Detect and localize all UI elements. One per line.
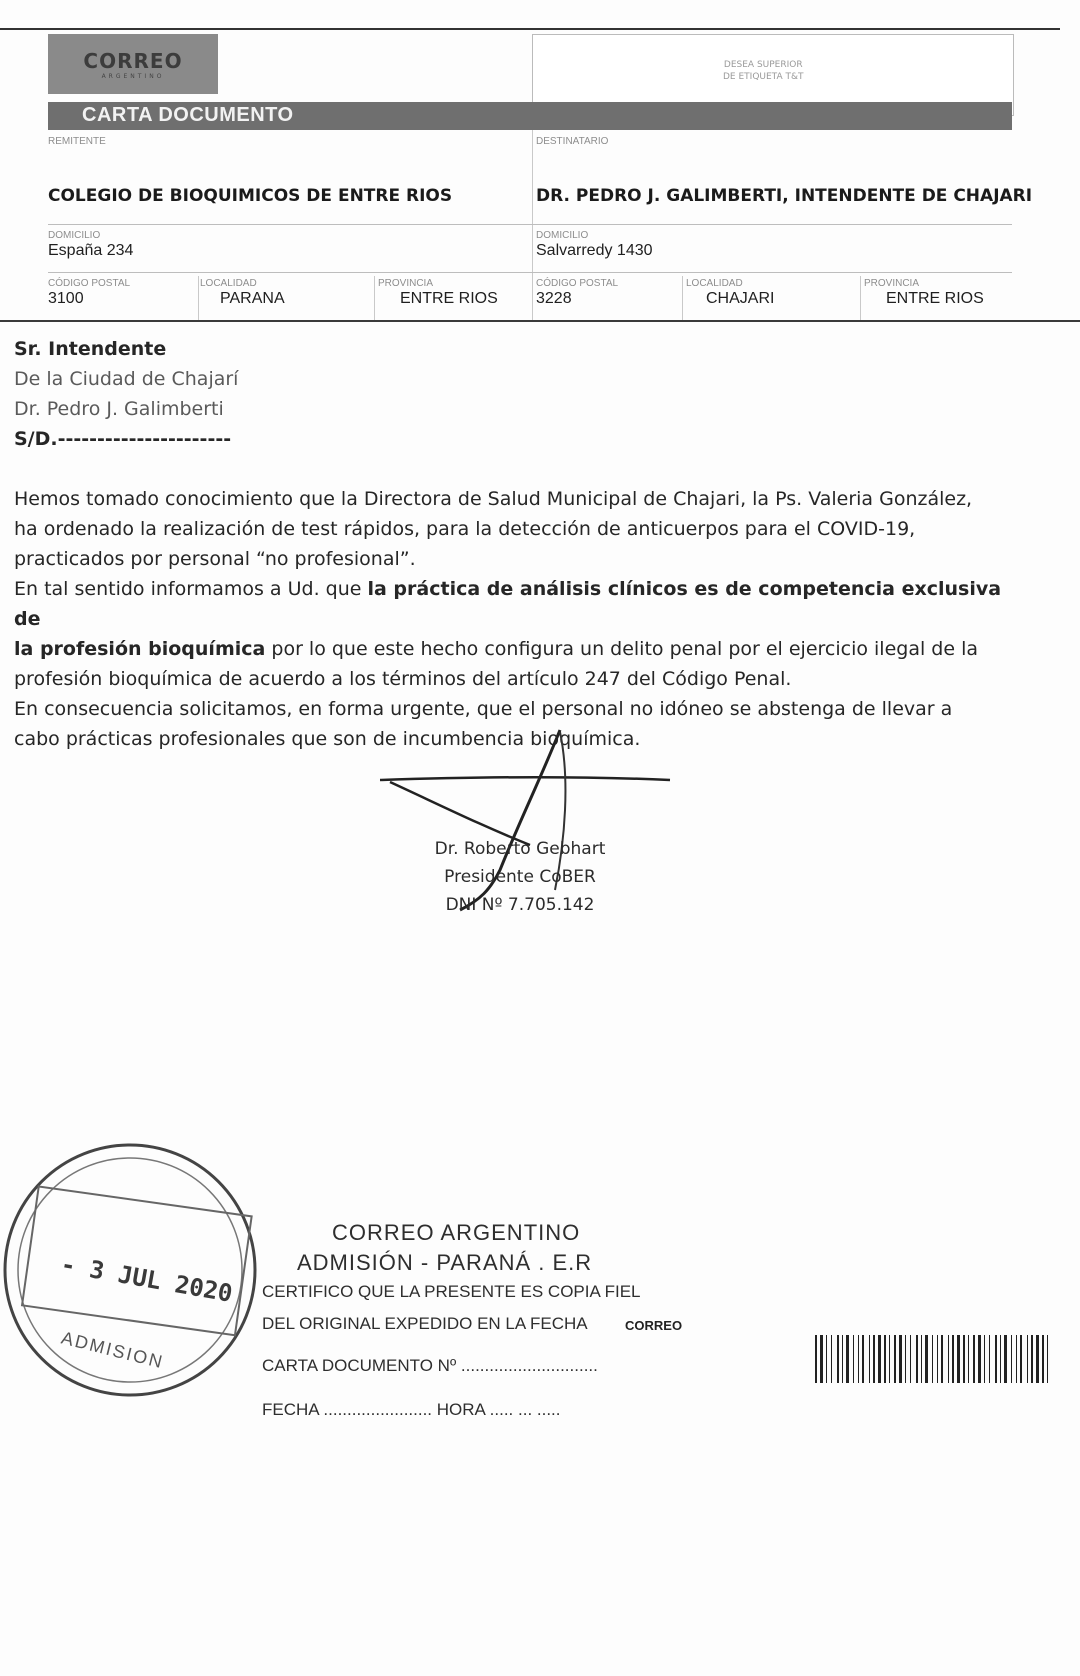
- title-bar: [48, 102, 1012, 130]
- divider: [374, 276, 375, 320]
- barcode-bar: [921, 1335, 922, 1383]
- stamp-admision: ADMISION: [59, 1327, 166, 1373]
- barcode-bar: [837, 1335, 839, 1383]
- barcode: [815, 1335, 1055, 1383]
- barcode-bar: [952, 1335, 954, 1383]
- cert-line-1: CORREO ARGENTINO: [332, 1220, 581, 1245]
- remitente-domicilio-label: DOMICILIO: [48, 230, 101, 241]
- barcode-bar: [925, 1335, 928, 1383]
- addressee-name: Dr. Pedro J. Galimberti: [14, 398, 224, 420]
- destinatario-provincia: ENTRE RIOS: [886, 290, 984, 307]
- barcode-bar: [948, 1335, 949, 1383]
- destinatario-domicilio: Salvarredy 1430: [536, 242, 653, 259]
- document-title: CARTA DOCUMENTO: [82, 104, 294, 126]
- divider: [860, 276, 861, 320]
- divider: [682, 276, 683, 320]
- destinatario-cp-label: CÓDIGO POSTAL: [536, 278, 619, 289]
- cert-line-6: FECHA ....................... HORA ..... ... .....: [262, 1400, 561, 1419]
- barcode-bar: [1016, 1335, 1017, 1383]
- barcode-bar: [831, 1335, 832, 1383]
- divider: [198, 276, 199, 320]
- letter-body: [14, 334, 1024, 754]
- destinatario-provincia-label: PROVINCIA: [864, 278, 920, 289]
- addressee-city: De la Ciudad de Chajarí: [14, 368, 239, 390]
- barcode-bar: [846, 1335, 849, 1383]
- barcode-bar: [884, 1335, 886, 1383]
- cert-correo-logo: CORREO: [625, 1318, 683, 1333]
- logo-subtext: ARGENTINO: [101, 72, 165, 80]
- remitente-localidad-label: LOCALIDAD: [200, 278, 257, 289]
- destinatario-localidad: CHAJARI: [706, 290, 775, 307]
- top-border: [0, 28, 1060, 30]
- label-note-line-2: DE ETIQUETA T&T: [723, 72, 804, 82]
- barcode-bar: [978, 1335, 981, 1383]
- barcode-bar: [842, 1335, 843, 1383]
- letter-line: [14, 634, 1024, 664]
- barcode-bar: [873, 1335, 875, 1383]
- letter-text: En tal sentido informamos a Ud. que: [14, 578, 368, 600]
- letter-line: ha ordenado la realización de test rápidos, para la detección de anticuerpos para el COVID-19,: [14, 518, 916, 540]
- barcode-bar: [905, 1335, 906, 1383]
- letter-line: practicados por personal “no profesional”.: [14, 548, 416, 570]
- signer-name: Dr. Roberto Gebhart: [434, 839, 606, 859]
- addressee-sd: S/D.----------------------: [14, 428, 232, 450]
- destinatario-name: DR. PEDRO J. GALIMBERTI, INTENDENTE DE CHAJARI: [536, 186, 1033, 206]
- correo-logo: [48, 34, 218, 94]
- remitente-provincia-label: PROVINCIA: [378, 278, 434, 289]
- remitente-cp: 3100: [48, 290, 84, 307]
- destinatario-cp: 3228: [536, 290, 572, 307]
- barcode-bar: [1011, 1335, 1012, 1383]
- barcode-bar: [1042, 1335, 1044, 1383]
- remitente-provincia: ENTRE RIOS: [400, 290, 498, 307]
- signer-dni: DNI Nº 7.705.142: [445, 895, 595, 915]
- label-note: [723, 59, 804, 83]
- cert-line-2: ADMISIÓN - PARANÁ . E.R: [297, 1250, 593, 1275]
- addressee-title: Sr. Intendente: [14, 338, 167, 360]
- barcode-bar: [899, 1335, 902, 1383]
- barcode-bar: [916, 1335, 918, 1383]
- destinatario-label: DESTINATARIO: [536, 136, 609, 147]
- letter-line: Hemos tomado conocimiento que la Directora de Salud Municipal de Chajari, la Ps. Valeria González,: [14, 488, 973, 510]
- cert-line-5: CARTA DOCUMENTO Nº .............................: [262, 1356, 598, 1375]
- stamp-date: - 3 JUL 2020: [58, 1250, 235, 1308]
- form-bottom-border: [0, 320, 1080, 322]
- destinatario-localidad-label: LOCALIDAD: [686, 278, 743, 289]
- letter-line: En consecuencia solicitamos, en forma urgente, que el personal no idóneo se abstenga de llevar a: [14, 698, 953, 720]
- barcode-bar: [858, 1335, 859, 1383]
- letter-paragraphs: [14, 484, 1024, 754]
- destinatario-domicilio-label: DOMICILIO: [536, 230, 589, 241]
- barcode-bar: [826, 1335, 827, 1383]
- barcode-bar: [910, 1335, 911, 1383]
- cert-line-4: DEL ORIGINAL EXPEDIDO EN LA FECHA: [262, 1314, 588, 1333]
- label-note-line-1: DESEA SUPERIOR: [723, 60, 803, 70]
- barcode-bar: [869, 1335, 870, 1383]
- divider: [48, 224, 532, 225]
- signature-block: [420, 835, 620, 919]
- remitente-name: COLEGIO DE BIOQUIMICOS DE ENTRE RIOS: [48, 186, 453, 206]
- barcode-bar: [889, 1335, 890, 1383]
- barcode-bar: [1036, 1335, 1039, 1383]
- barcode-bar: [941, 1335, 943, 1383]
- barcode-bar: [853, 1335, 854, 1383]
- letter-line: profesión bioquímica de acuerdo a los términos del artículo 247 del Código Penal.: [14, 668, 792, 690]
- letter-line: cabo prácticas profesionales que son de incumbencia bioquímica.: [14, 728, 641, 750]
- remitente-cp-label: CÓDIGO POSTAL: [48, 278, 131, 289]
- signer-role: Presidente CoBER: [444, 867, 596, 887]
- letter-bold-text: la práctica de análisis clínicos es de competencia exclusiva de: [14, 578, 1002, 630]
- cert-line-3: CERTIFICO QUE LA PRESENTE ES COPIA FIEL: [262, 1282, 641, 1301]
- barcode-bar: [1004, 1335, 1007, 1383]
- barcode-bar: [963, 1335, 965, 1383]
- remitente-label: REMITENTE: [48, 136, 106, 147]
- logo-text: CORREO: [83, 48, 183, 73]
- remitente-localidad: PARANA: [220, 290, 285, 307]
- barcode-bar: [820, 1335, 823, 1383]
- remitente-domicilio: España 234: [48, 242, 134, 259]
- divider: [48, 272, 532, 273]
- barcode-bar: [1031, 1335, 1033, 1383]
- center-divider: [532, 130, 533, 320]
- barcode-bar: [878, 1335, 881, 1383]
- barcode-bar: [1047, 1335, 1048, 1383]
- barcode-bar: [957, 1335, 960, 1383]
- barcode-bar: [989, 1335, 990, 1383]
- barcode-bar: [968, 1335, 969, 1383]
- letter-text: por lo que este hecho configura un delito penal por el ejercicio ilegal de la: [265, 638, 979, 660]
- divider: [532, 272, 1012, 273]
- barcode-bar: [1020, 1335, 1022, 1383]
- barcode-bar: [932, 1335, 933, 1383]
- barcode-bar: [984, 1335, 985, 1383]
- barcode-bar: [894, 1335, 896, 1383]
- barcode-bar: [995, 1335, 997, 1383]
- letter-bold-text: la profesión bioquímica: [14, 638, 266, 660]
- barcode-bar: [862, 1335, 864, 1383]
- barcode-bar: [1000, 1335, 1001, 1383]
- barcode-bar: [973, 1335, 975, 1383]
- barcode-bar: [815, 1335, 817, 1383]
- barcode-bar: [937, 1335, 938, 1383]
- divider: [532, 224, 1012, 225]
- barcode-bar: [1027, 1335, 1028, 1383]
- letter-line: [14, 574, 1024, 634]
